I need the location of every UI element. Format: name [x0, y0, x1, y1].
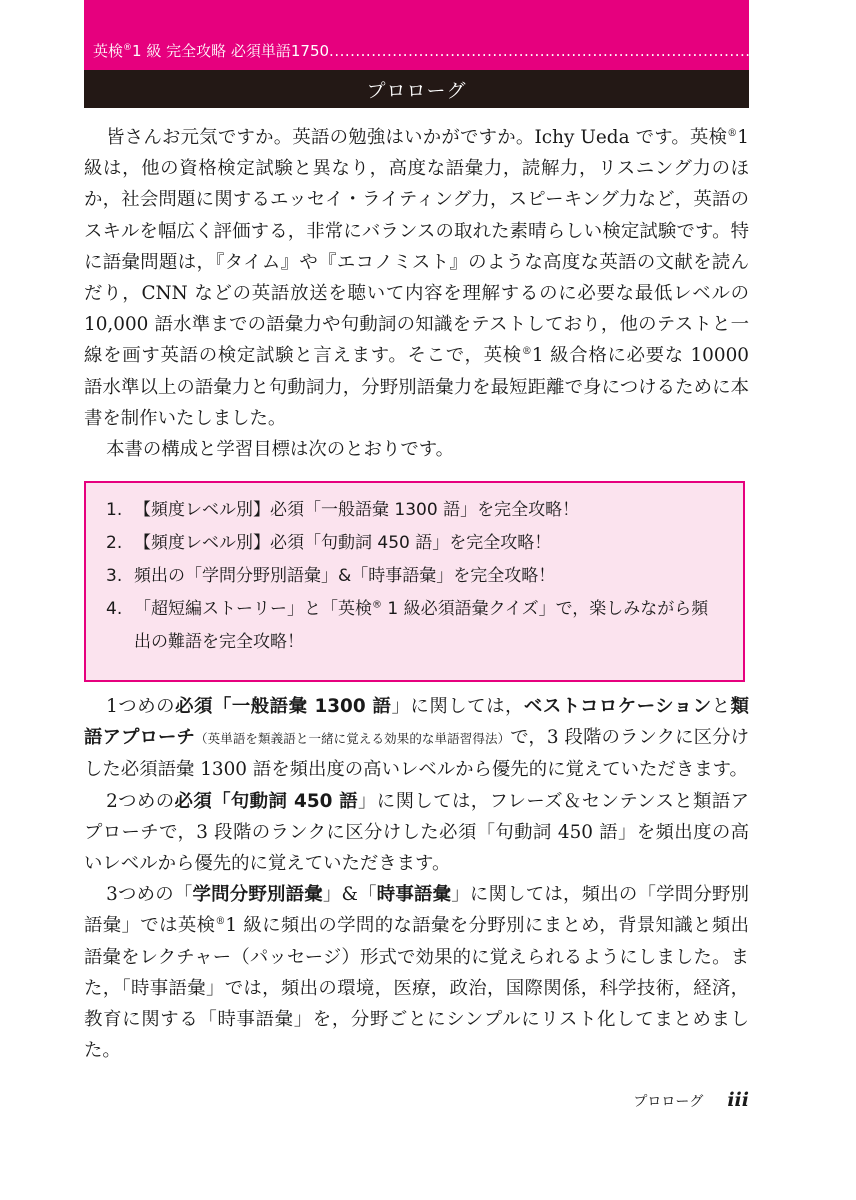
footer-section-label: プロローグ: [633, 1094, 704, 1110]
book-title-b: 1 級 完全攻略 必須単語1750: [132, 42, 330, 60]
goal-item: [106, 527, 725, 560]
book-title-a: 英検: [93, 42, 124, 60]
goal-text: 【頻度レベル別】必須「一般語彙 1300 語」を完全攻略！: [134, 500, 580, 520]
goal-number: 1.: [106, 500, 123, 520]
bold-term: 学問分野別語彙: [192, 884, 323, 906]
section-title-bar: [84, 70, 749, 108]
registered-mark: ®: [215, 916, 226, 928]
text-run: 2つめの: [106, 790, 175, 812]
goal-number: 2.: [106, 533, 123, 553]
registered-mark: ®: [372, 599, 382, 611]
text-run: で，3 段階のランクに区分けした必須語彙 1300 語を頻出度の高いレベルから優先的に覚えていただきます。: [84, 727, 749, 781]
text-run: 1 級は，他の資格検定試験と異なり，高度な語彙力，読解力，リスニング力のほか，社会問題に関するエッセイ・ライティング力，スピーキング力など，英語のスキルを幅広く評価する，非常にバランスの取れた素晴らしい検定試験です。特に語彙問題は，『タイム』や『エコノミスト』のような高度な英語の文献を読んだり，CNN などの英語放送を聴いて内容を理解するのに必要な最低レベルの 10,000 語水準までの語彙力や句動詞の知識をテストしており，他のテストと一線を画す英語の検定試験と言えます。そこで，英検: [84, 127, 749, 367]
text-run: 皆さんお元気ですか。英語の勉強はいかがですか。Ichy Ueda です。英検: [106, 127, 728, 148]
goals-list: [106, 494, 725, 659]
text-run: 」に関しては，頻出の「学問分野別語彙」では英検: [84, 884, 749, 937]
registered-mark: ®: [727, 127, 738, 139]
text-run: 1つめの: [106, 696, 176, 717]
goal-text: 頻出の「学問分野別語彙」&「時事語彙」を完全攻略！: [134, 566, 556, 586]
text-run: 「超短編ストーリー」と「英検: [134, 599, 372, 619]
section-title: プロローグ: [366, 79, 467, 102]
text-run: 3つめの「: [106, 884, 193, 906]
paragraph-academic-vocab: [84, 879, 749, 1066]
body-text: [84, 691, 749, 1066]
goal-number: 4.: [106, 599, 123, 619]
paragraph-general-vocab: [84, 691, 749, 786]
small-note: （英単語を類義語と一緒に覚える効果的な単語習得法）: [195, 731, 511, 747]
bold-term: ベストコロケーション: [523, 696, 712, 717]
learning-goals-box: [84, 481, 745, 682]
bold-term: 類語アプローチ: [84, 696, 749, 749]
text-run: 」&「: [322, 884, 377, 906]
bold-term: 時事語彙: [376, 884, 452, 906]
registered-mark: ®: [521, 346, 532, 358]
paragraph-phrasal-verbs: [84, 786, 749, 880]
registered-mark: ®: [123, 43, 133, 53]
intro-text: [84, 122, 749, 465]
page-number: iii: [727, 1089, 749, 1111]
goal-item: [106, 494, 725, 527]
text-run: と: [711, 696, 731, 717]
goal-item: [106, 593, 725, 659]
running-header: [93, 40, 856, 61]
text-run: 1 級に頻出の学問的な語彙を分野別にまとめ，背景知識と頻出語彙をレクチャー（パッセージ）形式で効果的に覚えられるようにしました。また，「時事語彙」では，頻出の環境，医療，政治，国際関係，科学技術，経済，教育に関する「時事語彙」を，分野ごとにシンプルにリスト化してまとめました。: [84, 915, 749, 1062]
bold-term: 必須「句動詞 450 語: [174, 790, 359, 812]
goal-text: [134, 593, 725, 659]
intro-paragraph-1: [84, 122, 749, 434]
goal-number: 3.: [106, 566, 123, 586]
goal-item: [106, 560, 725, 593]
text-run: 」に関しては，フレーズ＆センテンスと類語アプローチで，3 段階のランクに区分けした必須「句動詞 450 語」を頻出度の高いレベルから優先的に覚えていただきます。: [84, 790, 749, 875]
bold-term: 必須「一般語彙 1300 語: [175, 696, 392, 717]
goal-text: 【頻度レベル別】必須「句動詞 450 語」を完全攻略！: [134, 533, 552, 553]
intro-paragraph-2: 本書の構成と学習目標は次のとおりです。: [106, 439, 455, 461]
text-run: 」に関しては，: [391, 696, 524, 717]
page-footer: [560, 1089, 749, 1111]
text-run: 1 級必須語彙クイズ」で，楽しみながら頻出の難語を完全攻略！: [134, 599, 709, 652]
text-run: 1 級合格に必要な 10000 語水準以上の語彙力と句動詞力，分野別語彙力を最短距離で身につけるために本書を制作いたしました。: [84, 345, 749, 429]
header-leader-dots: ....................................................................................................: [329, 42, 856, 60]
